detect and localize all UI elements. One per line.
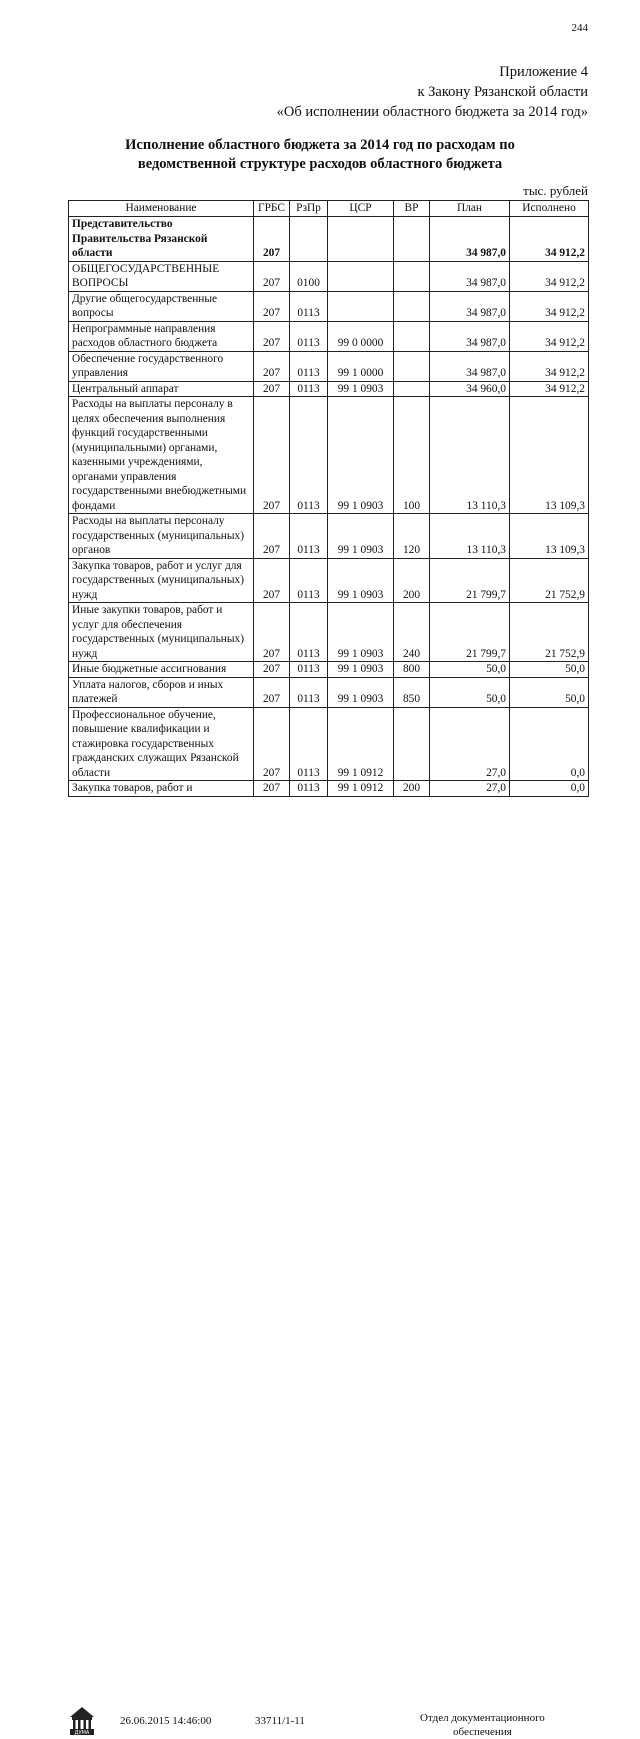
row-csr-cell: 99 1 0903 [328,381,394,397]
row-done-cell: 50,0 [510,677,589,707]
row-rzpr-cell: 0113 [290,707,328,781]
header-name: Наименование [69,201,254,217]
row-grbs-cell: 207 [254,321,290,351]
row-csr-cell: 99 1 0903 [328,677,394,707]
row-vr-cell [394,217,430,262]
row-rzpr-cell: 0113 [290,351,328,381]
appendix-line-2: к Закону Рязанской области [417,84,588,100]
row-vr-cell [394,291,430,321]
row-done-cell: 50,0 [510,662,589,678]
table-row [69,217,589,262]
duma-logo-icon [68,1705,96,1737]
row-done-cell: 21 752,9 [510,603,589,662]
row-name-cell: Расходы на выплаты персоналу государственных (муниципальных) органов [69,514,254,559]
row-csr-cell: 99 1 0903 [328,514,394,559]
title-line-2: ведомственной структуре расходов областного бюджета [137,156,503,172]
row-rzpr-cell [290,217,328,262]
table-row [69,261,589,291]
row-done-cell: 34 912,2 [510,217,589,262]
header-vr: ВР [394,201,430,217]
row-csr-cell: 99 1 0903 [328,662,394,678]
row-plan-cell: 27,0 [430,707,510,781]
row-vr-cell: 120 [394,514,430,559]
row-vr-cell [394,351,430,381]
appendix-line-3: «Об исполнении областного бюджета за 2014 год» [276,104,588,120]
row-done-cell: 13 109,3 [510,514,589,559]
table-row [69,351,589,381]
row-rzpr-cell: 0113 [290,321,328,351]
row-name-cell: Обеспечение государственного управления [69,351,254,381]
row-vr-cell [394,261,430,291]
table-row [69,381,589,397]
row-grbs-cell: 207 [254,781,290,797]
row-csr-cell: 99 1 0912 [328,781,394,797]
row-vr-cell: 200 [394,781,430,797]
row-csr-cell: 99 1 0903 [328,397,394,514]
table-row [69,397,589,514]
header-grbs: ГРБС [254,201,290,217]
row-grbs-cell: 207 [254,217,290,262]
row-plan-cell: 50,0 [430,662,510,678]
row-name-cell: Закупка товаров, работ и услуг для государственных (муниципальных) нужд [69,558,254,603]
footer-dept-line-2: обеспечения [453,1726,512,1738]
row-done-cell: 21 752,9 [510,558,589,603]
row-plan-cell: 34 987,0 [430,261,510,291]
table-row [69,662,589,678]
row-grbs-cell: 207 [254,662,290,678]
row-grbs-cell: 207 [254,397,290,514]
row-name-cell: Профессиональное обучение, повышение квалификации и стажировка государственных гражданских служащих Рязанской области [69,707,254,781]
row-name-cell: Центральный аппарат [69,381,254,397]
row-rzpr-cell: 0113 [290,662,328,678]
row-csr-cell [328,217,394,262]
header-plan: План [430,201,510,217]
header-done: Исполнено [510,201,589,217]
row-grbs-cell: 207 [254,558,290,603]
row-vr-cell [394,381,430,397]
table-row [69,707,589,781]
row-name-cell: Закупка товаров, работ и [69,781,254,797]
document-title [60,136,580,174]
row-done-cell: 34 912,2 [510,291,589,321]
appendix-line-1: Приложение 4 [499,64,588,80]
row-done-cell: 34 912,2 [510,381,589,397]
row-grbs-cell: 207 [254,261,290,291]
page-number: 244 [571,22,588,34]
row-name-cell: Иные закупки товаров, работ и услуг для обеспечения государственных (муниципальных) нужд [69,603,254,662]
row-rzpr-cell: 0113 [290,558,328,603]
footer-department [420,1711,545,1739]
row-rzpr-cell: 0113 [290,514,328,559]
row-vr-cell [394,707,430,781]
row-done-cell: 13 109,3 [510,397,589,514]
logo-text: ДУМА [74,1730,90,1736]
row-csr-cell [328,261,394,291]
title-line-1: Исполнение областного бюджета за 2014 год по расходам по [125,137,515,153]
row-rzpr-cell: 0113 [290,397,328,514]
row-grbs-cell: 207 [254,603,290,662]
units-label: тыс. рублей [523,183,588,198]
table-row [69,781,589,797]
row-done-cell: 34 912,2 [510,261,589,291]
row-plan-cell: 21 799,7 [430,603,510,662]
row-plan-cell: 34 987,0 [430,351,510,381]
row-plan-cell: 21 799,7 [430,558,510,603]
row-plan-cell: 34 987,0 [430,291,510,321]
row-rzpr-cell: 0113 [290,291,328,321]
row-grbs-cell: 207 [254,351,290,381]
footer-code: 33711/1-11 [255,1715,305,1727]
row-done-cell: 34 912,2 [510,321,589,351]
table-row [69,291,589,321]
table-header-row [69,201,589,217]
appendix-block [277,62,588,122]
row-grbs-cell: 207 [254,677,290,707]
row-done-cell: 0,0 [510,781,589,797]
table-row [69,603,589,662]
row-rzpr-cell: 0113 [290,677,328,707]
row-done-cell: 34 912,2 [510,351,589,381]
row-vr-cell: 100 [394,397,430,514]
row-rzpr-cell: 0100 [290,261,328,291]
row-done-cell: 0,0 [510,707,589,781]
row-name-cell: Уплата налогов, сборов и иных платежей [69,677,254,707]
header-rzpr: РзПр [290,201,328,217]
footer-datetime: 26.06.2015 14:46:00 [120,1715,212,1727]
row-rzpr-cell: 0113 [290,781,328,797]
row-name-cell: ОБЩЕГОСУДАРСТВЕННЫЕ ВОПРОСЫ [69,261,254,291]
row-plan-cell: 34 987,0 [430,217,510,262]
row-name-cell: Иные бюджетные ассигнования [69,662,254,678]
row-name-cell: Расходы на выплаты персоналу в целях обеспечения выполнения функций государственными (муниципальными) органами, казенными учреждениями, органами управления государственными внебюджетными фондами [69,397,254,514]
row-name-cell: Другие общегосударственные вопросы [69,291,254,321]
row-plan-cell: 27,0 [430,781,510,797]
row-csr-cell: 99 1 0903 [328,603,394,662]
row-grbs-cell: 207 [254,381,290,397]
table-row [69,558,589,603]
table-row [69,514,589,559]
row-plan-cell: 13 110,3 [430,397,510,514]
row-grbs-cell: 207 [254,291,290,321]
row-vr-cell [394,321,430,351]
table-row [69,321,589,351]
table-row [69,677,589,707]
row-vr-cell: 850 [394,677,430,707]
row-name-cell: Непрограммные направления расходов областного бюджета [69,321,254,351]
row-vr-cell: 240 [394,603,430,662]
row-plan-cell: 50,0 [430,677,510,707]
row-csr-cell [328,291,394,321]
row-rzpr-cell: 0113 [290,381,328,397]
row-csr-cell: 99 1 0000 [328,351,394,381]
row-rzpr-cell: 0113 [290,603,328,662]
row-grbs-cell: 207 [254,514,290,559]
row-vr-cell: 200 [394,558,430,603]
row-vr-cell: 800 [394,662,430,678]
row-plan-cell: 13 110,3 [430,514,510,559]
row-csr-cell: 99 1 0903 [328,558,394,603]
row-name-cell: Представительство Правительства Рязанской области [69,217,254,262]
budget-table [68,200,589,797]
row-grbs-cell: 207 [254,707,290,781]
row-csr-cell: 99 1 0912 [328,707,394,781]
row-csr-cell: 99 0 0000 [328,321,394,351]
footer-dept-line-1: Отдел документационного [420,1712,545,1724]
row-plan-cell: 34 960,0 [430,381,510,397]
row-plan-cell: 34 987,0 [430,321,510,351]
header-csr: ЦСР [328,201,394,217]
